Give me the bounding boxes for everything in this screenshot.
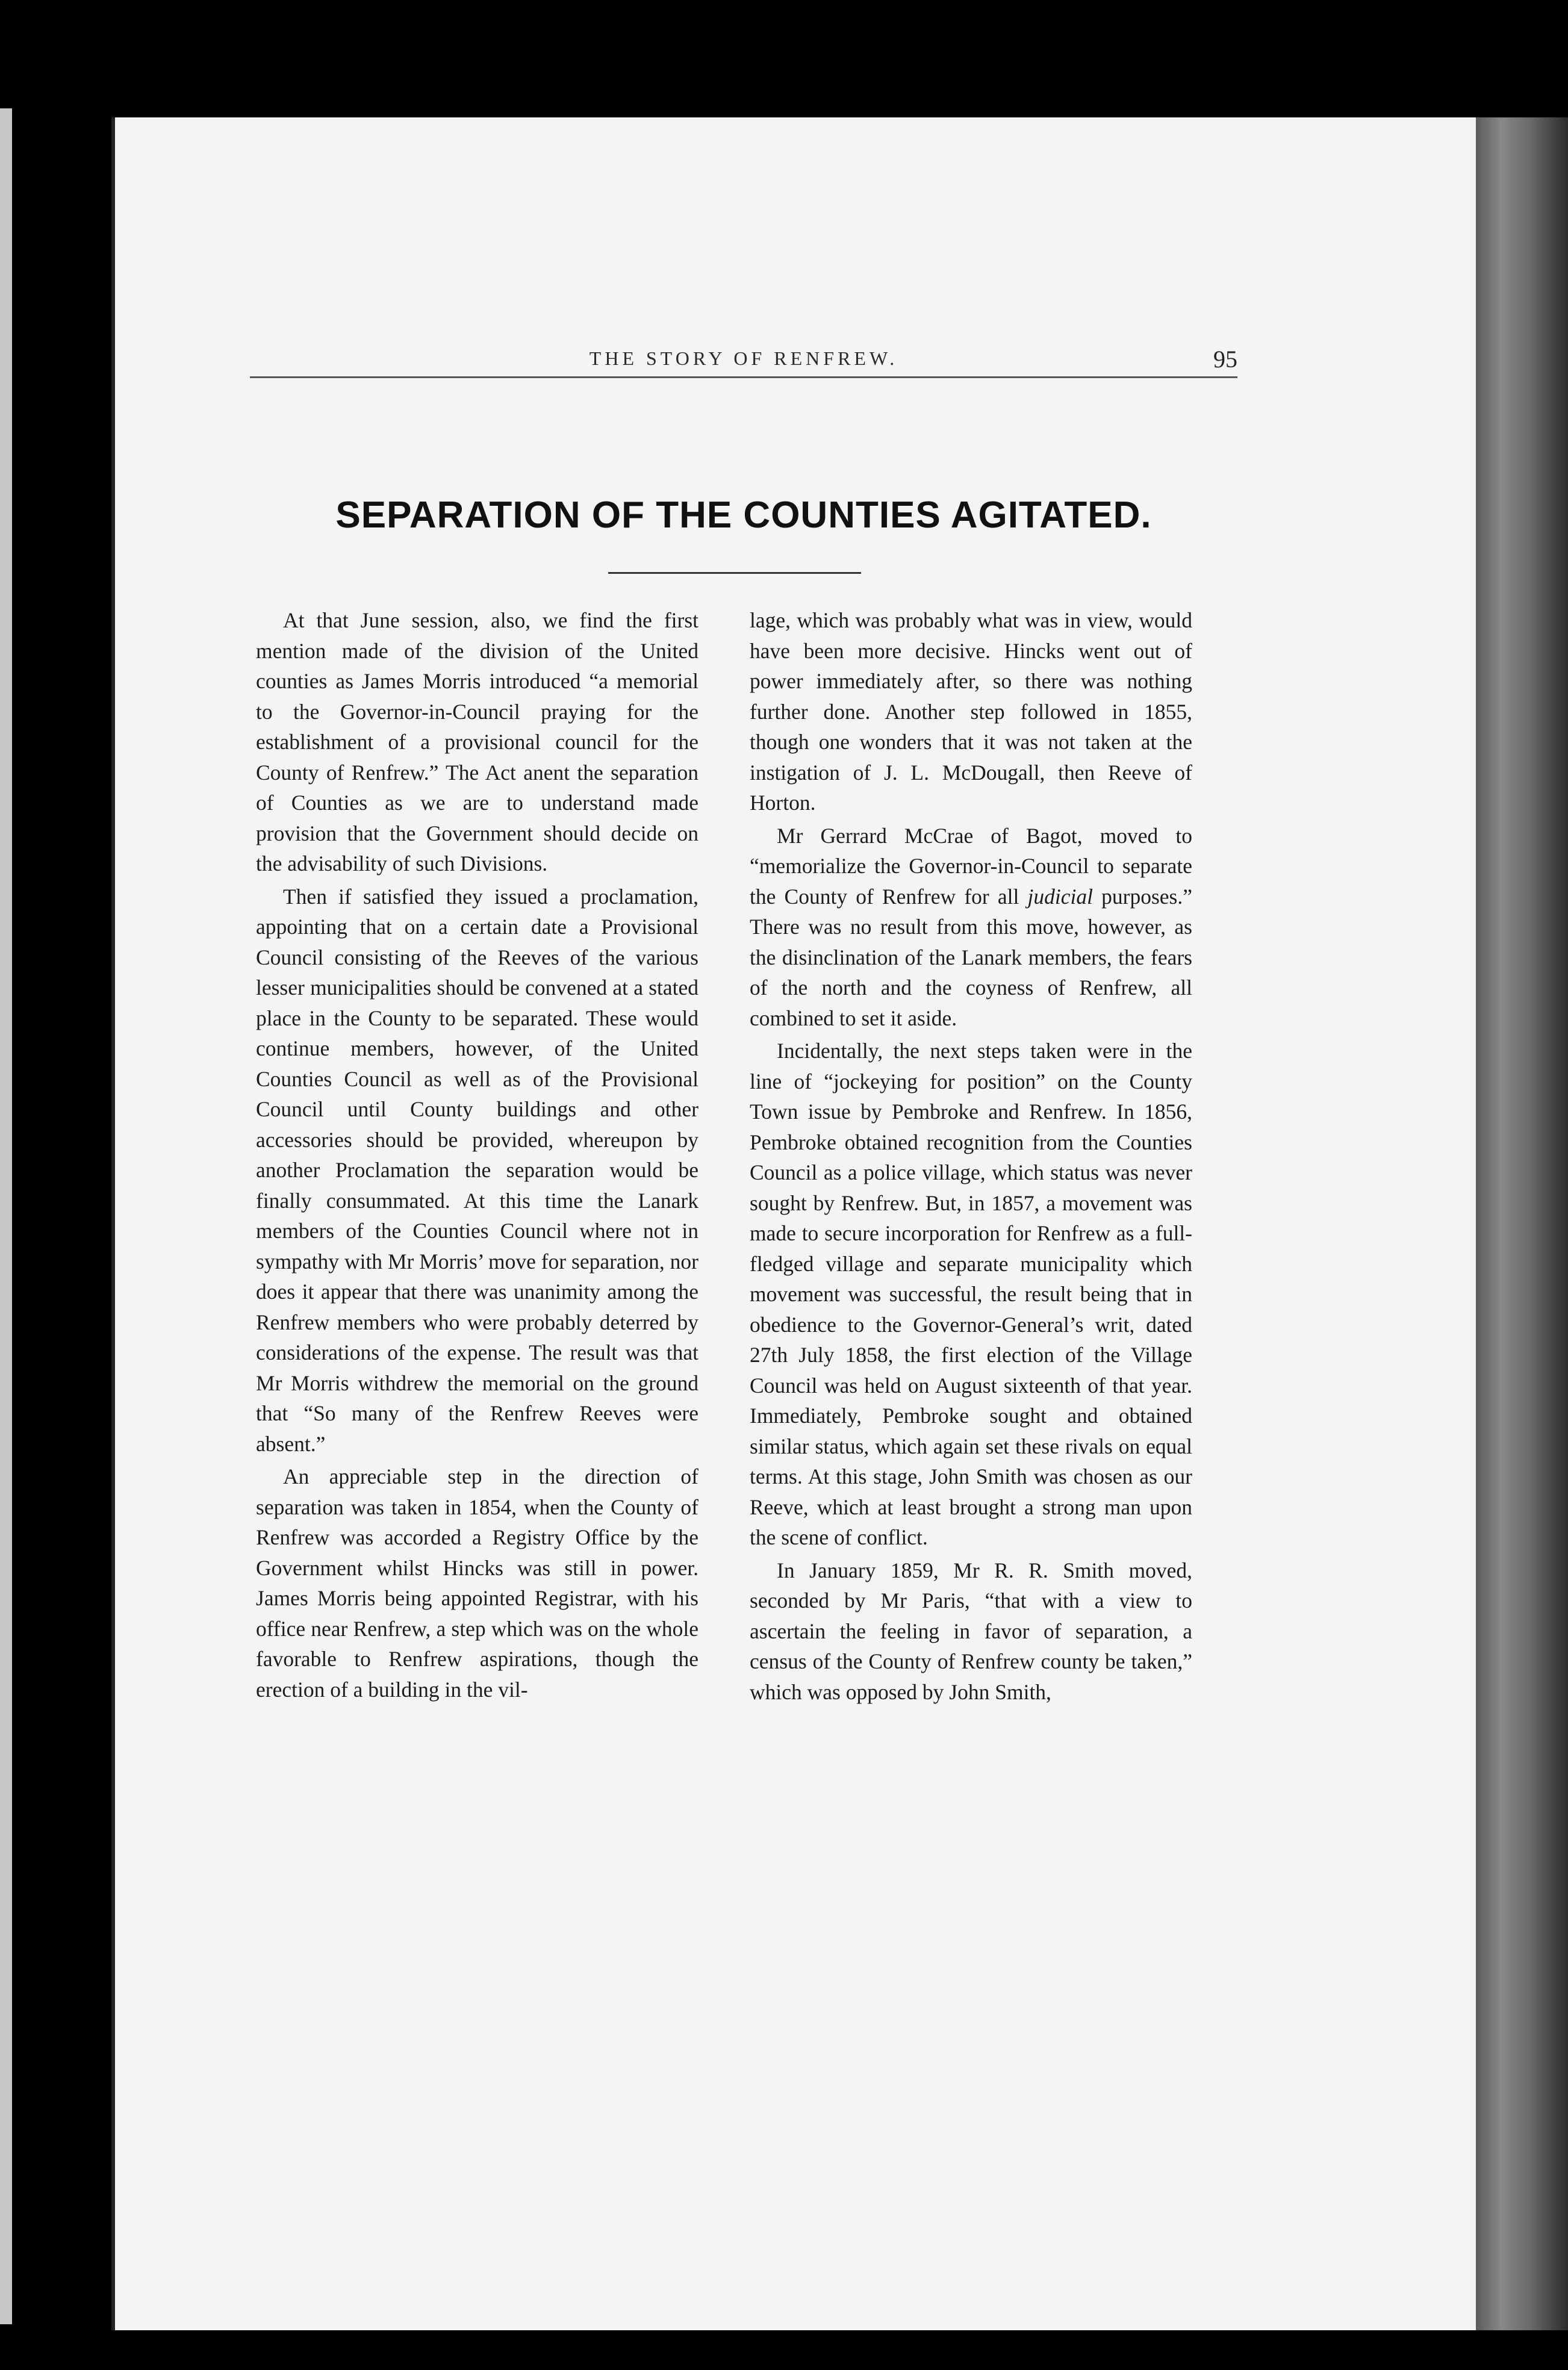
paragraph: At that June session, also, we find the first mention made of the division of the United counties as James Morris introduced “a memorial to the Governor-in-Council praying for the establishment of a provisional council for the County of Renfrew.” The Act anent the separation of Counties as we are to understand made provision that the Government should decide on the advisability of such Divisions. [256,608,698,876]
page-number: 95 [1213,346,1237,373]
paragraph-text: purposes.” There was no result from this move, however, as the disinclination of the Lanark members, the fears of the north and the coyness of Renfrew, all combined to set it aside. [750,884,1192,1030]
page-header [250,340,1237,378]
chapter-title: SEPARATION OF THE COUNTIES AGITATED. [335,494,1152,536]
page-stack-edge [1472,117,1568,2345]
scan-edge-left [0,108,12,2324]
paragraph: An appreciable step in the direction of separation was taken in 1854, when the County of Renfrew was accorded a Registry Office by the Government whilst Hincks was still in power. James Morris being appointed Registrar, with his office near Renfrew, a step which was on the whole favorable to Renfrew aspirations, though the erection of a building in the vil- [256,1464,698,1702]
paragraph: Incidentally, the next steps taken were in the line of “jockeying for position” on the County Town issue by Pembroke and Renfrew. In 1856, Pembroke obtained recognition from the Counties Council as a police village, which status was never sought by Renfrew. But, in 1857, a movement was made to secure incorporation for Renfrew as a full-fledged village and separate municipality which movement was successful, the result being that in obedience to the Governor-General’s writ, dated 27th July 1858, the first election of the Village Council was held on August sixteenth of that year. Immediately, Pembroke sought and obtained similar status, which again set these rivals on equal terms. At this stage, John Smith was chosen as our Reeve, which at least brought a strong man upon the scene of conflict. [750,1039,1192,1549]
paragraph-text: Mr Gerrard McCrae of Bagot, moved to “memorialize the Governor-in-Council to separate the County of Renfrew for all [750,823,1192,909]
running-title: THE STORY OF RENFREW. [589,347,898,369]
title-divider [608,572,861,574]
paragraph: In January 1859, Mr R. R. Smith moved, seconded by Mr Paris, “that with a view to ascertain the feeling in favor of separation, a census of the County of Renfrew county be taken,” which was opposed by John Smith, [750,1558,1192,1704]
emphasis-text: judicial [1027,884,1093,909]
paragraph: Then if satisfied they issued a proclamation, appointing that on a certain date a Provisional Council consisting of the Reeves of the various lesser municipalities should be convened at a stated place in the County to be separated. These would continue members, however, of the United Counties Council as well as of the Provisional Council until County buildings and other accessories should be provided, whereupon by another Proclamation the separation would be finally consummated. At this time the Lanark members of the Counties Council where not in sympathy with Mr Morris’ move for separation, nor does it appear that there was unanimity among the Renfrew members who were probably deterred by considerations of the expense. The result was that Mr Morris withdrew the memorial on the ground that “So many of the Renfrew Reeves were absent.” [256,884,698,1456]
text-column-right [750,605,1192,1707]
text-column-left [256,605,698,1705]
scan-bottom-edge [111,2330,1568,2370]
paragraph [750,821,1192,1034]
paragraph-continued: lage, which was probably what was in view, would have been more decisive. Hincks went out of power immediately after, so there was nothing further done. Another step followed in 1855, though one wonders that it was not taken at the instigation of J. L. McDougall, then Reeve of Horton. [750,608,1192,815]
